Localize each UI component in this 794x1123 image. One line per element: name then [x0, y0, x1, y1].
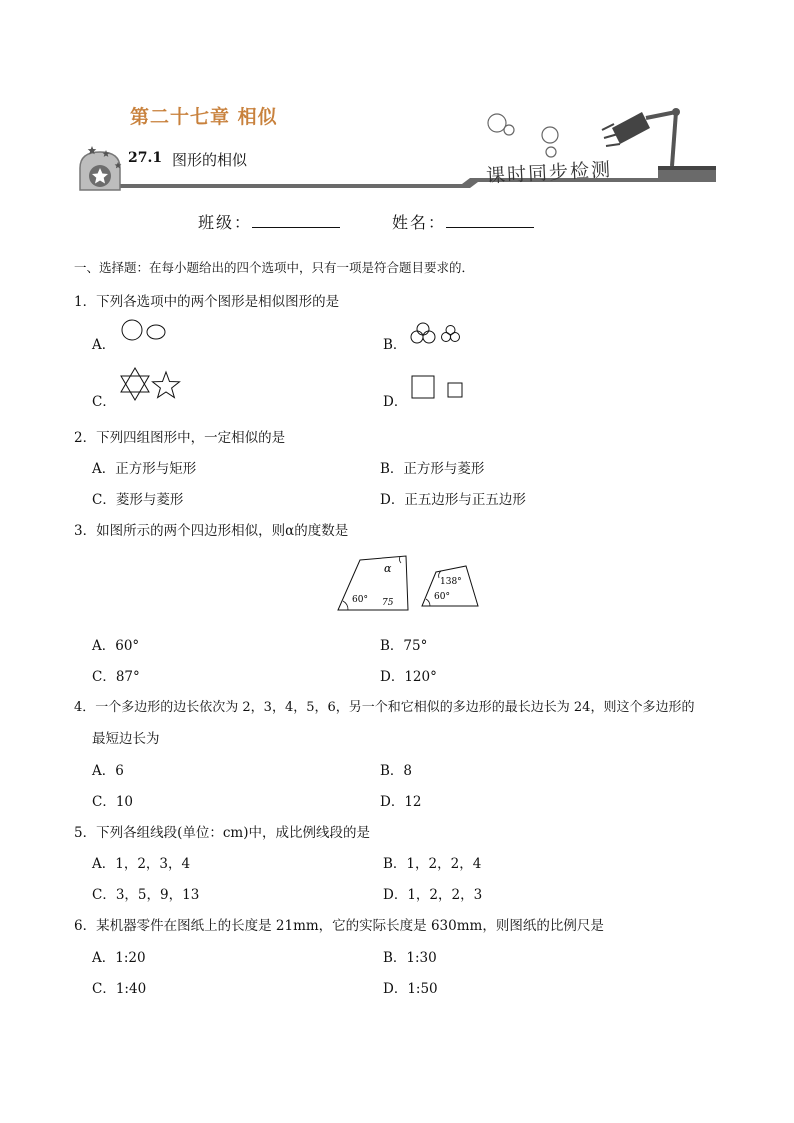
- question-number: 2．: [74, 430, 97, 446]
- option-text: 10: [115, 794, 134, 810]
- circle-and-ellipse-figure: [118, 318, 170, 346]
- q1-option-b[interactable]: [383, 333, 405, 353]
- q1-option-a[interactable]: [92, 333, 114, 353]
- question-text: 如图所示的两个四边形相似，则α的度数是: [96, 523, 349, 539]
- question-text: 下列各组线段(单位：cm)中，成比例线段的是: [96, 825, 370, 841]
- header-decoration: [0, 0, 794, 200]
- class-field: [198, 210, 340, 233]
- section-heading: 一、选择题：在每小题给出的四个选项中，只有一项是符合题目要求的．: [74, 260, 475, 275]
- option-text: 87°: [115, 669, 140, 685]
- q6-option-a[interactable]: [92, 946, 146, 966]
- q2-option-c[interactable]: [92, 488, 183, 508]
- option-letter: D．: [383, 887, 408, 903]
- question-1: [74, 290, 339, 310]
- question-text: 下列各选项中的两个图形是相似图形的是: [96, 294, 340, 310]
- name-field: [392, 210, 534, 233]
- q4-option-a[interactable]: [92, 759, 124, 779]
- option-text: 60°: [115, 638, 140, 654]
- option-text: 1，2，2，3: [407, 887, 483, 903]
- section-number: 27.1: [128, 150, 163, 166]
- question-number: 3．: [74, 523, 97, 539]
- bubble-icon: [504, 125, 514, 135]
- bubble-icon: [488, 114, 506, 132]
- option-letter: A．: [92, 763, 116, 779]
- question-number: 1．: [74, 294, 97, 310]
- option-text: 120°: [404, 669, 437, 685]
- q3-option-d[interactable]: [380, 665, 437, 685]
- option-letter: C．: [92, 492, 116, 508]
- option-text: 正方形与矩形: [115, 461, 197, 477]
- option-letter: B．: [380, 638, 404, 654]
- name-blank[interactable]: [446, 213, 534, 228]
- option-letter: B．: [380, 461, 404, 477]
- bubble-icon: [546, 147, 556, 157]
- q2-option-d[interactable]: [380, 488, 526, 508]
- question-2: [74, 426, 285, 446]
- class-label: 班级：: [198, 213, 253, 232]
- q4-option-b[interactable]: [380, 759, 412, 779]
- option-text: 12: [404, 794, 422, 810]
- option-text: 1:30: [406, 950, 437, 966]
- option-letter: D．: [383, 394, 408, 410]
- option-text: 菱形与菱形: [115, 492, 184, 508]
- banner-text: 课时同步检测: [485, 158, 613, 188]
- q2-option-b[interactable]: [380, 457, 484, 477]
- q6-option-d[interactable]: [383, 977, 438, 997]
- option-text: 正五边形与正五边形: [404, 492, 526, 508]
- name-label: 姓名：: [392, 213, 447, 232]
- option-letter: C．: [92, 887, 116, 903]
- q1-option-c[interactable]: [92, 390, 114, 410]
- quadrilaterals-figure: [334, 554, 484, 614]
- option-letter: B．: [383, 856, 407, 872]
- option-text: 3，5，9，13: [115, 887, 200, 903]
- option-letter: C．: [92, 394, 116, 410]
- angle-60-left-label: 60°: [352, 595, 368, 605]
- question-number: 4．: [74, 700, 96, 715]
- question-text: 下列四组图形中，一定相似的是: [96, 430, 286, 446]
- three-circles-figure: [410, 322, 462, 348]
- option-letter: A．: [92, 856, 116, 872]
- q5-option-c[interactable]: [92, 883, 199, 903]
- question-text: 某机器零件在图纸上的长度是 21mm，它的实际长度是 630mm，则图纸的比例尺是: [96, 918, 604, 934]
- option-letter: C．: [92, 669, 116, 685]
- option-text: 75°: [403, 638, 428, 654]
- q6-option-b[interactable]: [383, 946, 437, 966]
- option-letter: B．: [383, 950, 407, 966]
- q3-option-a[interactable]: [92, 634, 139, 654]
- option-text: 1:20: [115, 950, 146, 966]
- q1-option-d[interactable]: [383, 390, 408, 410]
- q3-option-c[interactable]: [92, 665, 140, 685]
- option-letter: A．: [92, 950, 116, 966]
- q5-option-d[interactable]: [383, 883, 482, 903]
- angle-60-right-label: 60°: [434, 592, 450, 602]
- question-4-line2: 最短边长为: [92, 731, 160, 747]
- q5-option-b[interactable]: [383, 852, 481, 872]
- option-letter: A．: [92, 337, 116, 353]
- desk-lamp-icon: [602, 108, 680, 166]
- option-text: 1，2，3，4: [115, 856, 191, 872]
- alpha-label: α: [384, 562, 392, 575]
- bubble-icon: [542, 127, 558, 143]
- q3-option-b[interactable]: [380, 634, 427, 654]
- question-number: 6．: [74, 918, 97, 934]
- q4-option-d[interactable]: [380, 790, 422, 810]
- hexagram-and-pentagram-figure: [118, 366, 184, 402]
- section-title: 图形的相似: [172, 151, 248, 169]
- option-text: 1:50: [407, 981, 438, 997]
- question-6: [74, 914, 604, 934]
- q4-option-c[interactable]: [92, 790, 133, 810]
- question-text-line1: 一个多边形的边长依次为 2，3，4，5，6，另一个和它相似的多边形的最长边长为 24，则这个多边形的: [95, 700, 695, 715]
- option-letter: B．: [383, 337, 407, 353]
- two-squares-figure: [410, 374, 466, 400]
- question-3: [74, 519, 348, 539]
- option-letter: A．: [92, 461, 116, 477]
- class-blank[interactable]: [252, 213, 340, 228]
- left-quadrilateral: [338, 556, 408, 610]
- option-letter: A．: [92, 638, 116, 654]
- q2-option-a[interactable]: [92, 457, 196, 477]
- question-number: 5．: [74, 825, 97, 841]
- option-text: 6: [115, 763, 124, 779]
- option-letter: D．: [380, 492, 405, 508]
- banner-bar-top: [658, 166, 716, 170]
- q5-option-a[interactable]: [92, 852, 190, 872]
- option-text: 正方形与菱形: [403, 461, 485, 477]
- option-letter: C．: [92, 981, 116, 997]
- option-letter: D．: [380, 669, 405, 685]
- angle-75-label: 75: [382, 598, 394, 608]
- option-text: 1，2，2，4: [406, 856, 482, 872]
- chapter-title: 第二十七章 相似: [130, 106, 278, 128]
- option-letter: D．: [380, 794, 405, 810]
- option-text: 1:40: [115, 981, 147, 997]
- question-4: [74, 696, 694, 715]
- q6-option-c[interactable]: [92, 977, 146, 997]
- option-text: 8: [403, 763, 413, 779]
- option-letter: D．: [383, 981, 408, 997]
- question-5: [74, 821, 370, 841]
- option-letter: B．: [380, 763, 404, 779]
- angle-138-label: 138°: [440, 577, 462, 587]
- option-letter: C．: [92, 794, 116, 810]
